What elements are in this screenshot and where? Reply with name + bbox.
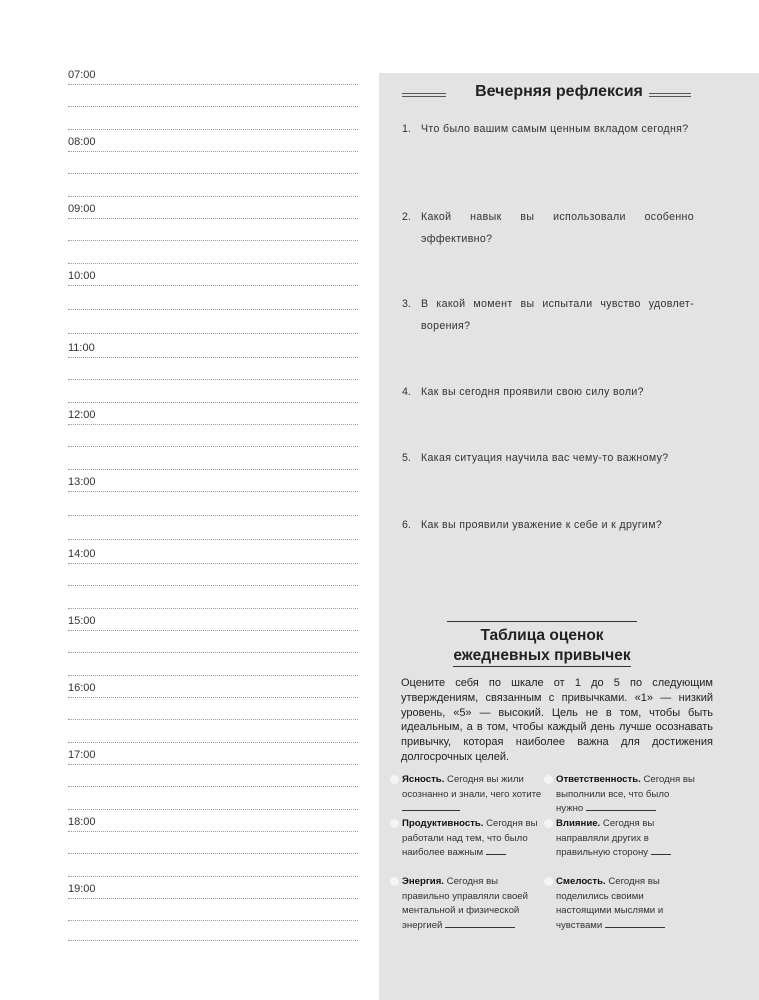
writing-line (68, 263, 358, 264)
rating-line[interactable] (445, 927, 515, 928)
time-slot[interactable] (68, 341, 358, 408)
question-text: В какой момент вы испытали чувство удовлет-ворения? (421, 298, 694, 332)
title-rule-left (402, 93, 446, 97)
writing-line (68, 173, 358, 174)
writing-line (68, 585, 358, 586)
writing-line (68, 630, 358, 631)
hourly-schedule (68, 68, 358, 949)
question-number: 4. (402, 386, 411, 398)
time-label: 10:00 (68, 270, 96, 282)
writing-line (68, 309, 358, 310)
writing-line (68, 469, 358, 470)
writing-line (68, 853, 358, 854)
time-slot[interactable] (68, 681, 358, 748)
habit-item-clarity (402, 773, 542, 817)
time-slot[interactable] (68, 269, 358, 341)
writing-line (68, 379, 358, 380)
writing-line (68, 333, 358, 334)
habit-name: Продуктивность. (402, 818, 484, 829)
time-label: 17:00 (68, 749, 96, 761)
question-text: Что было вашим самым ценным вкладом сегодня? (421, 123, 689, 135)
habit-item-courage (556, 875, 696, 933)
time-slot[interactable] (68, 882, 358, 949)
writing-line (68, 742, 358, 743)
time-slot[interactable] (68, 547, 358, 614)
question-item (402, 118, 694, 140)
writing-line (68, 539, 358, 540)
writing-line (68, 719, 358, 720)
time-label: 15:00 (68, 615, 96, 627)
question-number: 5. (402, 452, 411, 464)
habit-name: Ясность. (402, 774, 445, 785)
time-slot[interactable] (68, 475, 358, 547)
writing-line (68, 831, 358, 832)
writing-line (68, 786, 358, 787)
habit-item-energy (402, 875, 542, 933)
writing-line (68, 357, 358, 358)
bullet-icon (390, 877, 399, 886)
habit-text: Сегодня вы направляли других в правильную сторону (556, 818, 655, 859)
habits-title-line1: Таблица оценок (480, 627, 604, 644)
question-number: 6. (402, 519, 411, 531)
habit-name: Ответственность. (556, 774, 641, 785)
rating-line[interactable] (402, 810, 460, 811)
bullet-icon (390, 775, 399, 784)
bullet-icon (544, 819, 553, 828)
time-label: 08:00 (68, 136, 96, 148)
writing-line (68, 608, 358, 609)
habit-text: Сегодня вы поделились своими настоящими мыслями и чувствами (556, 876, 664, 931)
question-item (402, 514, 694, 536)
time-label: 13:00 (68, 476, 96, 488)
question-item (402, 447, 694, 469)
time-label: 16:00 (68, 682, 96, 694)
habit-text: Сегодня вы работали над тем, что было наиболее важным (402, 818, 538, 859)
time-label: 18:00 (68, 816, 96, 828)
habit-item-productivity (402, 817, 542, 861)
habits-title-block (447, 621, 637, 667)
time-label: 09:00 (68, 203, 96, 215)
time-label: 12:00 (68, 409, 96, 421)
writing-line (68, 446, 358, 447)
time-slot[interactable] (68, 408, 358, 475)
writing-line (68, 876, 358, 877)
writing-line (68, 402, 358, 403)
habits-intro: Оцените себя по шкале от 1 до 5 по следующим утверждениям, связанным с привычками. «1» — низкий уровень, «5» — высокий. Цель не в том, чтобы быть идеальным, а в том, чтобы каждый день лучше осознавать привычку, которая наиболее важна для достижения долгосрочных целей. (401, 677, 713, 763)
writing-line (68, 491, 358, 492)
bullet-icon (544, 775, 553, 784)
question-item (402, 381, 694, 403)
writing-line (68, 675, 358, 676)
writing-line (68, 196, 358, 197)
writing-line (68, 240, 358, 241)
time-slot[interactable] (68, 748, 358, 815)
habit-item-influence (556, 817, 696, 861)
time-slot[interactable] (68, 614, 358, 681)
reflection-panel (379, 73, 759, 1000)
bullet-icon (544, 877, 553, 886)
rating-line[interactable] (586, 810, 656, 811)
time-label: 07:00 (68, 69, 96, 81)
question-text: Какая ситуация научила вас чему-то важному? (421, 452, 669, 464)
writing-line (68, 652, 358, 653)
writing-line (68, 809, 358, 810)
time-slot[interactable] (68, 815, 358, 882)
question-text: Какой навык вы использовали особенно эффективно? (421, 211, 694, 245)
writing-line (68, 129, 358, 130)
writing-line (68, 151, 358, 152)
question-number: 2. (402, 211, 411, 223)
reflection-title-block (379, 83, 759, 103)
writing-line (68, 84, 358, 85)
writing-line (68, 285, 358, 286)
time-label: 14:00 (68, 548, 96, 560)
reflection-title: Вечерняя рефлексия (469, 83, 649, 101)
rating-line[interactable] (486, 854, 506, 855)
writing-line (68, 106, 358, 107)
question-number: 3. (402, 298, 411, 310)
question-item (402, 206, 694, 250)
habits-title-line2: ежедневных привычек (453, 646, 630, 667)
bullet-icon (390, 819, 399, 828)
habit-name: Энергия. (402, 876, 444, 887)
habit-text: Сегодня вы правильно управляли своей ментальной и физической энергией (402, 876, 528, 931)
writing-line (68, 515, 358, 516)
writing-line (68, 898, 358, 899)
writing-line (68, 920, 358, 921)
question-text: Как вы сегодня проявили свою силу воли? (421, 386, 644, 398)
writing-line (68, 424, 358, 425)
writing-line (68, 697, 358, 698)
question-item (402, 293, 694, 337)
writing-line (68, 218, 358, 219)
habit-text: Сегодня вы жили осознанно и знали, чего хотите (402, 774, 542, 800)
time-label: 11:00 (68, 342, 95, 354)
question-text: Как вы проявили уважение к себе и к другим? (421, 519, 663, 531)
habits-title-rule (447, 621, 637, 622)
time-label: 19:00 (68, 883, 96, 895)
rating-line[interactable] (605, 927, 665, 928)
habit-name: Смелость. (556, 876, 606, 887)
habit-item-responsibility (556, 773, 696, 817)
time-slot[interactable] (68, 202, 358, 269)
writing-line (68, 940, 358, 941)
habit-text: Сегодня вы выполнили все, что было нужно (556, 774, 695, 815)
habit-name: Влияние. (556, 818, 601, 829)
writing-line (68, 563, 358, 564)
rating-line[interactable] (651, 854, 671, 855)
question-number: 1. (402, 123, 411, 135)
writing-line (68, 764, 358, 765)
time-slot[interactable] (68, 68, 358, 135)
time-slot[interactable] (68, 135, 358, 202)
